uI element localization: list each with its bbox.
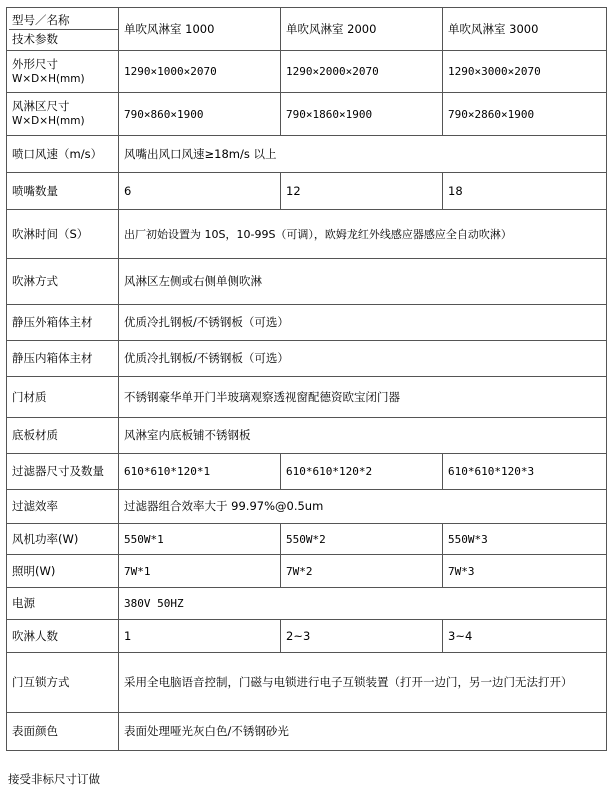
table-row: [7, 173, 607, 210]
table-row: [7, 620, 607, 653]
row-label-main: 风淋区尺寸: [12, 99, 70, 113]
row-value: 风淋区左侧或右侧单侧吹淋: [119, 259, 607, 305]
table-row: [7, 136, 607, 173]
row-value: 790×1860×1900: [281, 93, 443, 136]
row-label: [7, 51, 119, 93]
row-label: 门材质: [7, 377, 119, 418]
table-row: [7, 555, 607, 588]
row-value: 过滤器组合效率大于 99.97%@0.5um: [119, 490, 607, 524]
row-label: [7, 93, 119, 136]
row-value: 出厂初始设置为 10S，10-99S（可调），欧姆龙红外线感应器感应全自动吹淋）: [119, 210, 607, 259]
row-value: 3~4: [443, 620, 607, 653]
row-value: 7W*3: [443, 555, 607, 588]
row-value: 不锈钢豪华单开门半玻璃观察透视窗配德资欧宝闭门器: [119, 377, 607, 418]
row-value: 790×2860×1900: [443, 93, 607, 136]
row-value: 1290×1000×2070: [119, 51, 281, 93]
row-value: 7W*2: [281, 555, 443, 588]
table-row: [7, 210, 607, 259]
model-header: 单吹风淋室 2000: [281, 8, 443, 51]
row-label: 喷嘴数量: [7, 173, 119, 210]
row-value: 380V 50HZ: [119, 588, 607, 620]
row-label-unit: W×D×H(mm): [12, 115, 85, 127]
row-value: 1290×3000×2070: [443, 51, 607, 93]
table-row: [7, 524, 607, 555]
row-label: 静压外箱体主材: [7, 305, 119, 341]
header-row: [7, 8, 607, 51]
table-row: [7, 93, 607, 136]
table-row: [7, 653, 607, 713]
table-row: [7, 713, 607, 751]
table-row: [7, 588, 607, 620]
row-value: 550W*2: [281, 524, 443, 555]
row-value: 6: [119, 173, 281, 210]
table-row: [7, 259, 607, 305]
row-label: 吹淋方式: [7, 259, 119, 305]
row-label-unit: W×D×H(mm): [12, 72, 85, 85]
model-header: 单吹风淋室 1000: [119, 8, 281, 51]
row-label: 吹淋时间（S）: [7, 210, 119, 259]
row-value: 550W*3: [443, 524, 607, 555]
table-row: [7, 341, 607, 377]
table-row: [7, 51, 607, 93]
row-label: 吹淋人数: [7, 620, 119, 653]
row-value: 1290×2000×2070: [281, 51, 443, 93]
row-label: 静压内箱体主材: [7, 341, 119, 377]
table-row: [7, 418, 607, 454]
row-value: 610*610*120*3: [443, 454, 607, 490]
row-label: 表面颜色: [7, 713, 119, 751]
row-label: 照明(W): [7, 555, 119, 588]
corner-bottom-label: 技术参数: [9, 29, 118, 48]
table-row: [7, 305, 607, 341]
row-value: 2~3: [281, 620, 443, 653]
row-value: 18: [443, 173, 607, 210]
row-label: 门互锁方式: [7, 653, 119, 713]
table-row: [7, 377, 607, 418]
row-label-main: 外形尺寸: [12, 56, 58, 71]
footer-note: 接受非标尺寸订做: [8, 772, 100, 786]
row-label: 电源: [7, 588, 119, 620]
row-value: 风淋室内底板铺不锈钢板: [119, 418, 607, 454]
row-value: 1: [119, 620, 281, 653]
row-value: 7W*1: [119, 555, 281, 588]
row-value: 12: [281, 173, 443, 210]
row-label: 风机功率(W): [7, 524, 119, 555]
row-label: 底板材质: [7, 418, 119, 454]
row-value: 优质冷扎钢板/不锈钢板（可选）: [119, 305, 607, 341]
row-value: 优质冷扎钢板/不锈钢板（可选）: [119, 341, 607, 377]
row-label: 过滤效率: [7, 490, 119, 524]
corner-top-label: 型号／名称: [12, 12, 70, 27]
model-header: 单吹风淋室 3000: [443, 8, 607, 51]
row-value: 790×860×1900: [119, 93, 281, 136]
header-corner-cell: [7, 8, 119, 51]
row-value: 610*610*120*1: [119, 454, 281, 490]
spec-table: [6, 7, 607, 751]
row-value: 表面处理哑光灰白色/不锈钢砂光: [119, 713, 607, 751]
row-value: 550W*1: [119, 524, 281, 555]
row-label: 过滤器尺寸及数量: [7, 454, 119, 490]
table-row: [7, 454, 607, 490]
row-value: 采用全电脑语音控制，门磁与电锁进行电子互锁装置（打开一边门，另一边门无法打开）: [119, 653, 607, 713]
table-row: [7, 490, 607, 524]
row-value: 风嘴出风口风速≥18m/s 以上: [119, 136, 607, 173]
row-label: 喷口风速（m/s）: [7, 136, 119, 173]
row-value: 610*610*120*2: [281, 454, 443, 490]
